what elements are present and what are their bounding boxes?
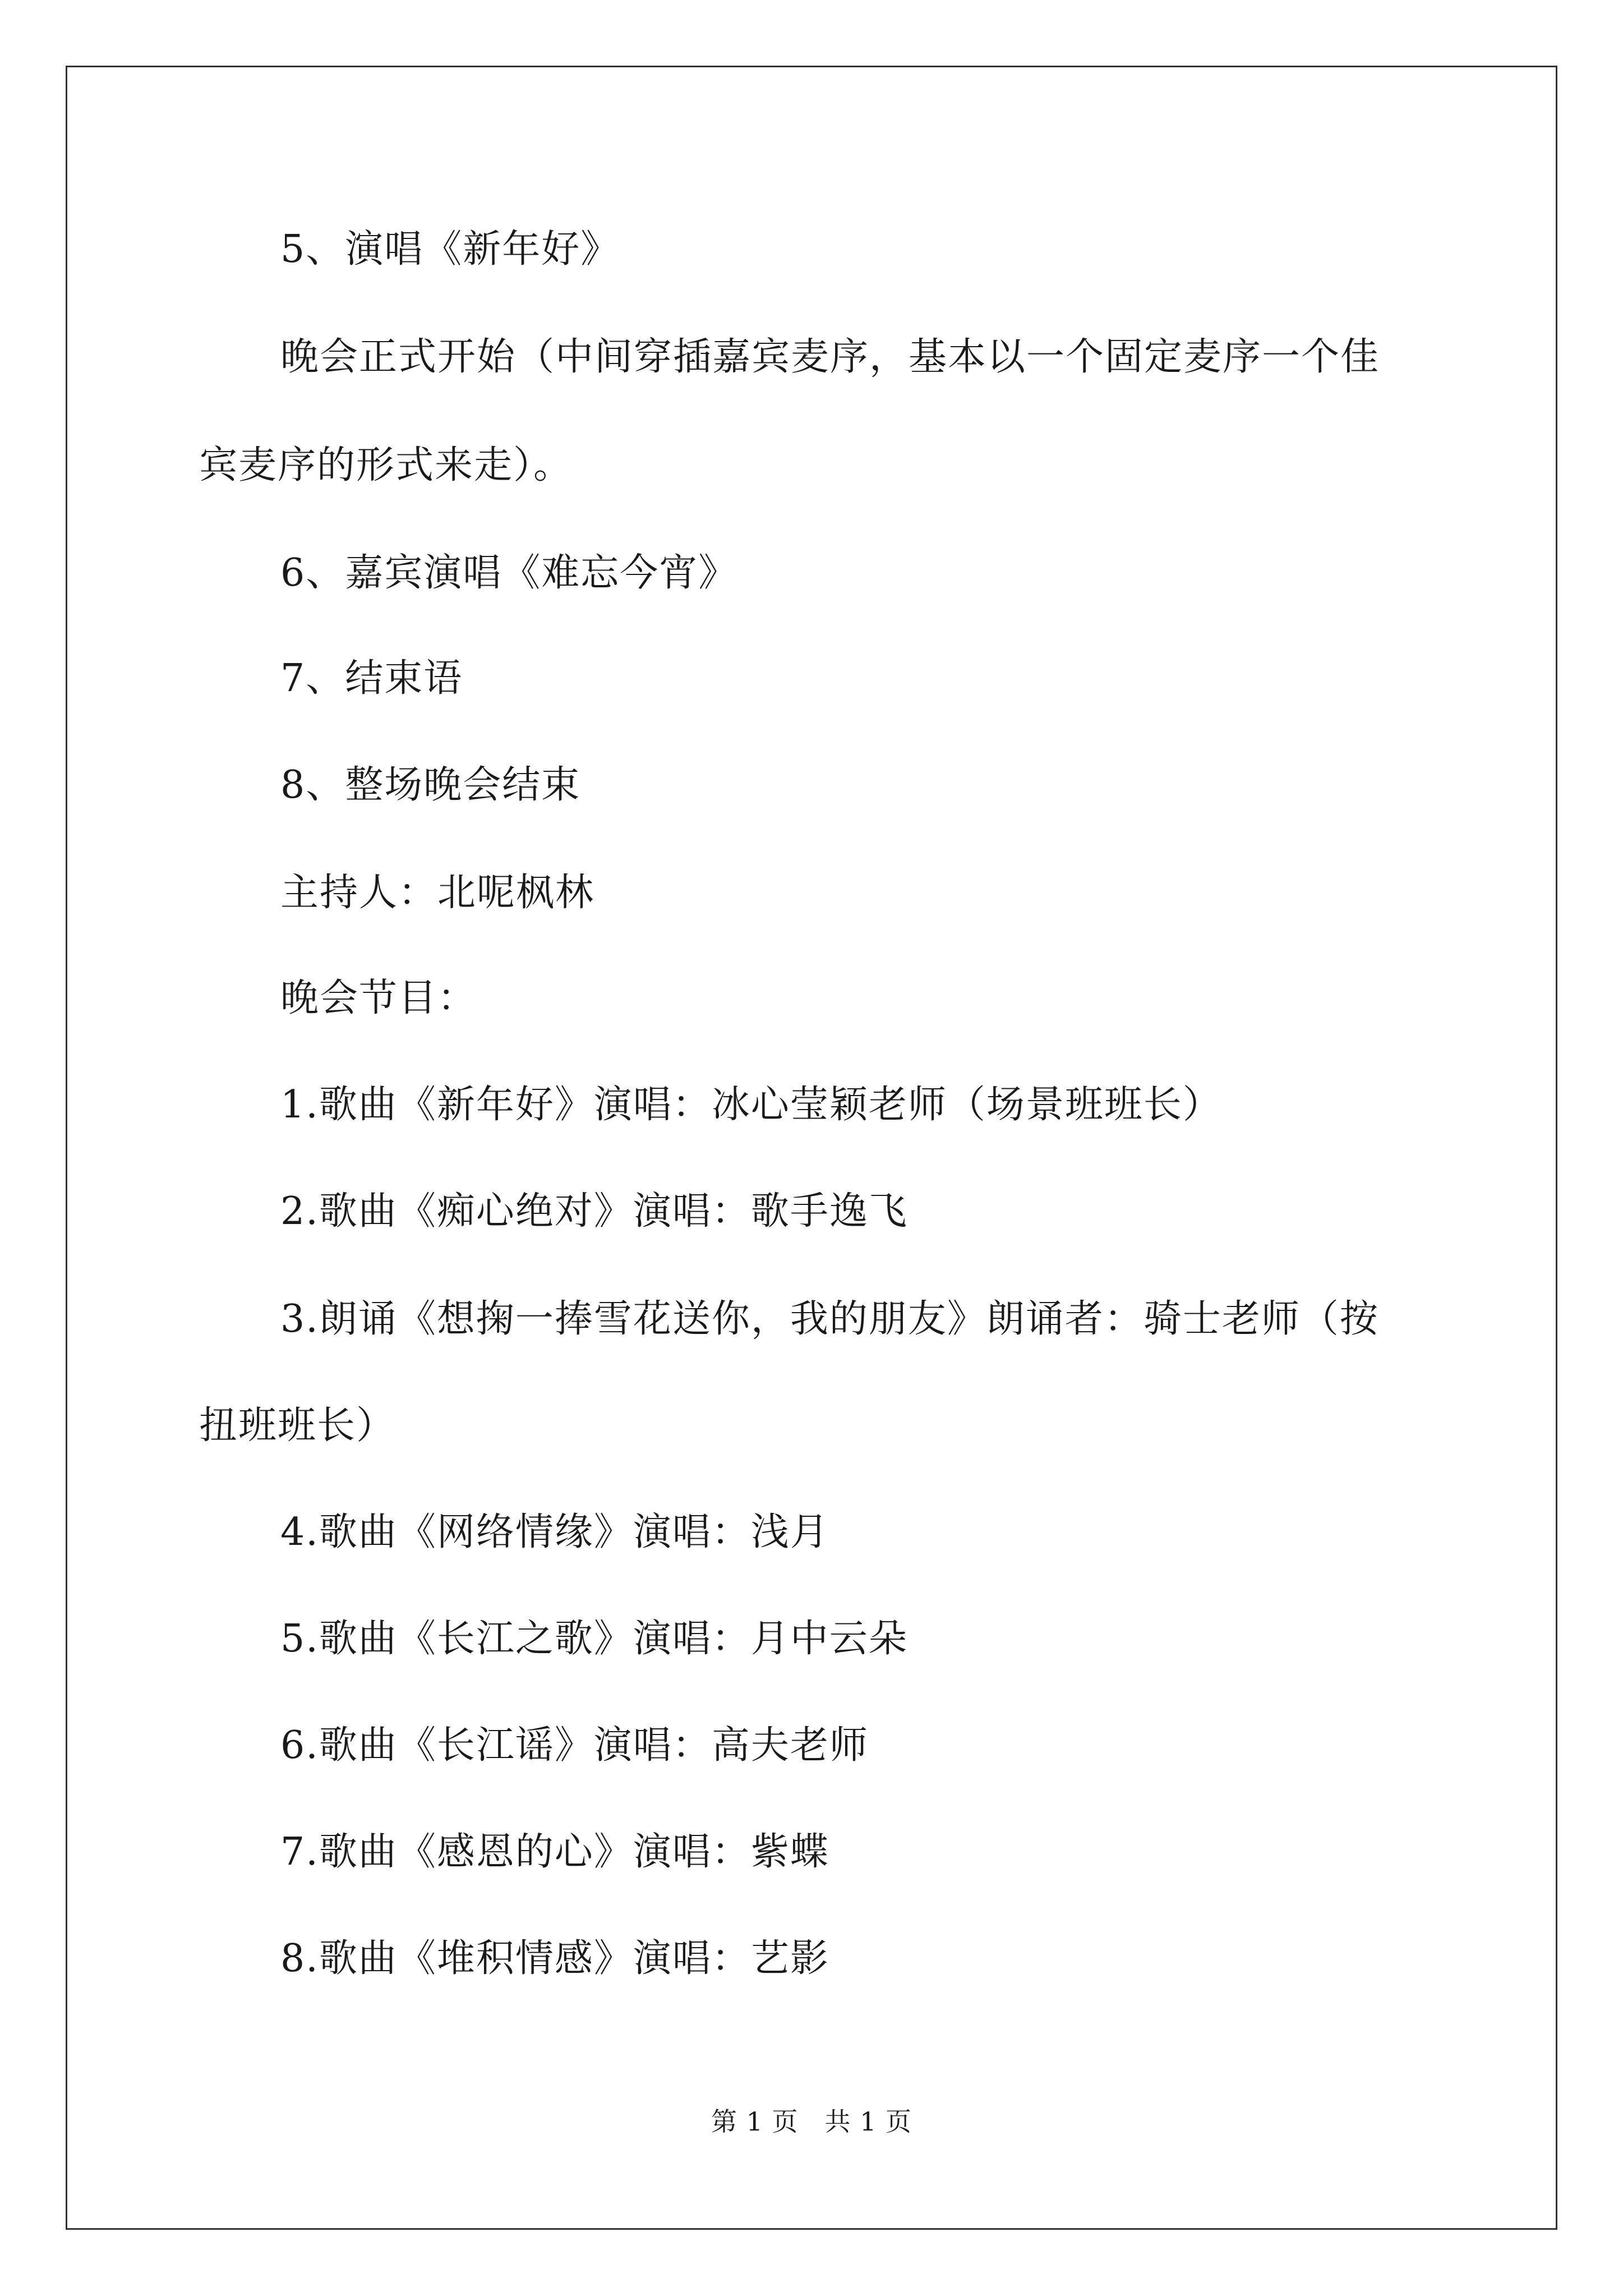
page-footer: 第 1 页 共 1 页 bbox=[711, 2106, 912, 2137]
paragraph-line: 5.歌曲《长江之歌》演唱：月中云朵 bbox=[280, 1617, 908, 1661]
paragraph-line: 晚会正式开始（中间穿插嘉宾麦序，基本以一个固定麦序一个佳 bbox=[280, 335, 1380, 379]
paragraph-line: 8、整场晚会结束 bbox=[280, 763, 581, 807]
paragraph-line: 7.歌曲《感恩的心》演唱：紫蝶 bbox=[280, 1830, 829, 1874]
paragraph-line: 7、结束语 bbox=[280, 656, 463, 701]
paragraph-line: 2.歌曲《痴心绝对》演唱：歌手逸飞 bbox=[280, 1189, 908, 1234]
paragraph-line: 宾麦序的形式来走）。 bbox=[199, 443, 573, 487]
paragraph-line: 晚会节目： bbox=[280, 976, 477, 1020]
page-border bbox=[66, 66, 1557, 2230]
paragraph-line: 8.歌曲《堆积情感》演唱：艺影 bbox=[280, 1936, 829, 1981]
paragraph-line: 4.歌曲《网络情缘》演唱：浅月 bbox=[280, 1510, 829, 1554]
paragraph-line: 1.歌曲《新年好》演唱：冰心莹颖老师（场景班班长） bbox=[280, 1083, 1222, 1127]
paragraph-line: 扭班班长） bbox=[199, 1404, 396, 1448]
paragraph-line: 6、嘉宾演唱《难忘今宵》 bbox=[280, 551, 738, 595]
paragraph-line: 5、演唱《新年好》 bbox=[280, 227, 620, 272]
paragraph-line: 主持人：北呢枫林 bbox=[280, 871, 595, 915]
paragraph-line: 3.朗诵《想掬一捧雪花送你，我的朋友》朗诵者：骑士老师（按 bbox=[280, 1297, 1379, 1341]
paragraph-line: 6.歌曲《长江谣》演唱：高夫老师 bbox=[280, 1723, 869, 1768]
